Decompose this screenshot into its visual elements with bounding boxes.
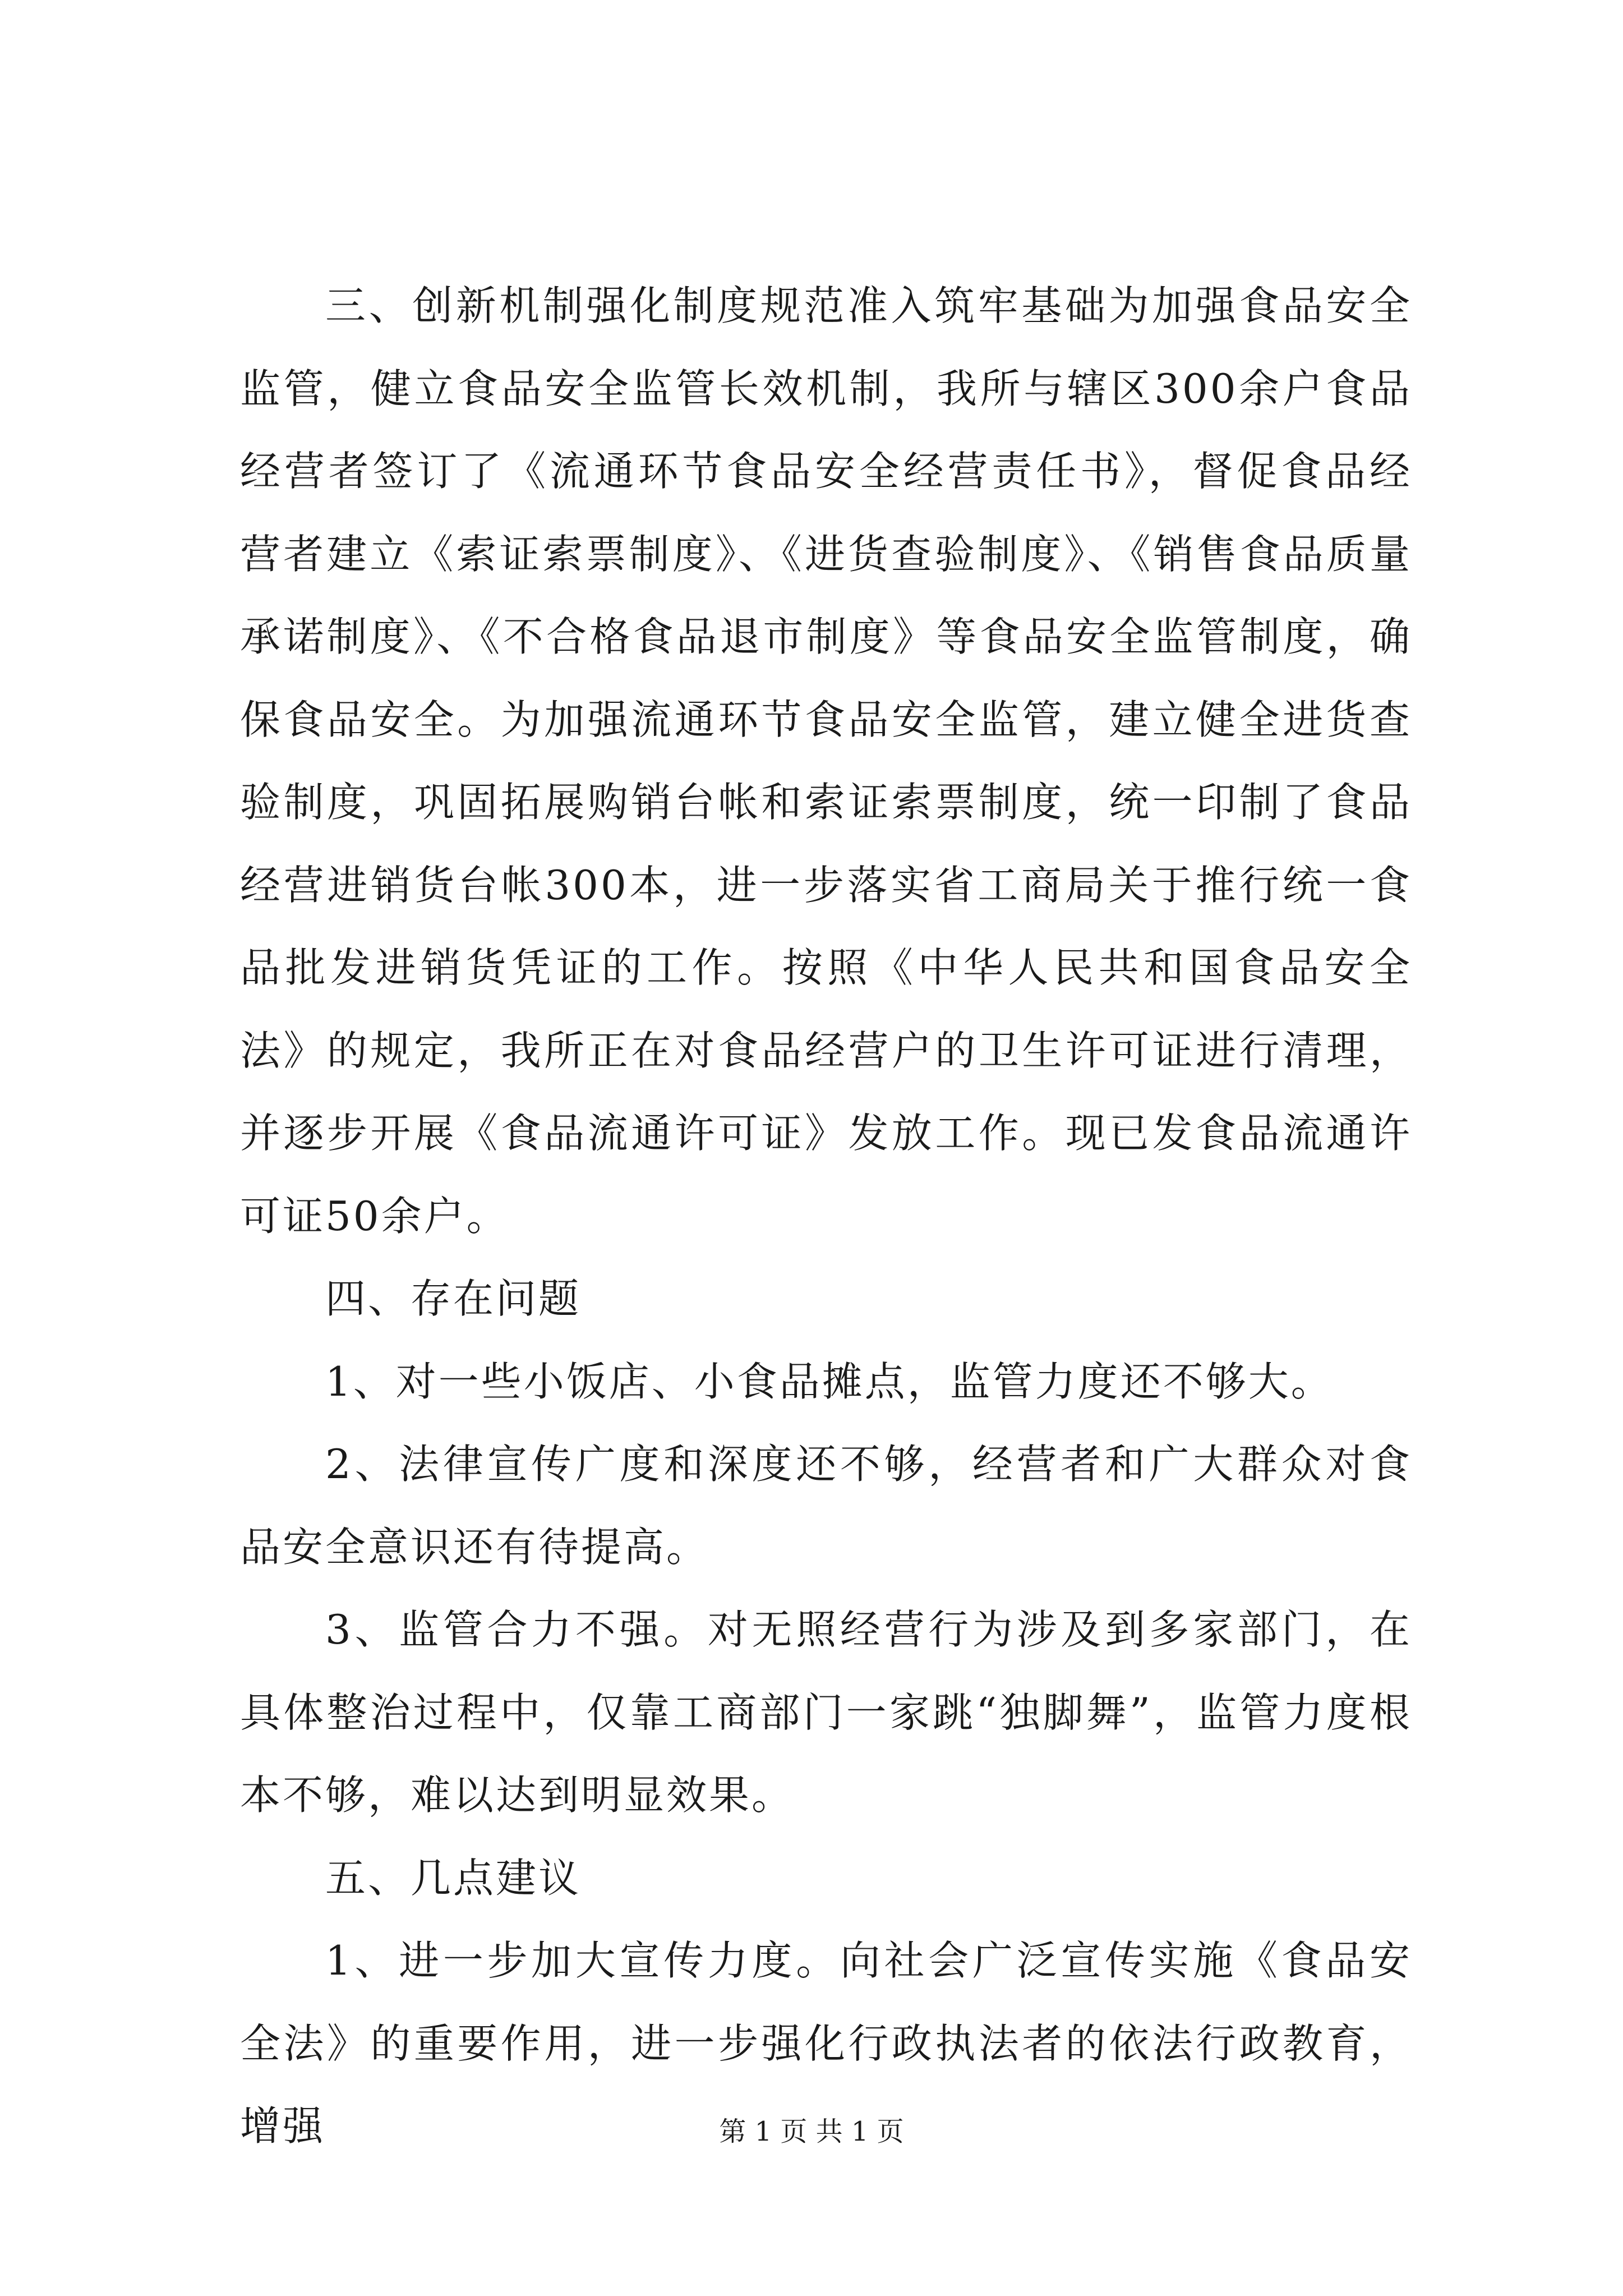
heading-suggestions: 五、几点建议: [325, 1854, 582, 1902]
heading-problems: 四、存在问题: [325, 1275, 582, 1322]
document-body: [240, 265, 1412, 2168]
problem-item-3: 3、监管合力不强。对无照经营行为涉及到多家部门，在具体整治过程中，仅靠工商部门一家跳“独脚舞”，监管力度根本不够，难以达到明显效果。: [240, 1606, 1412, 1819]
paragraph-mechanism: 三、创新机制强化制度规范准入筑牢基础为加强食品安全监管，健立食品安全监管长效机制，我所与辖区300余户食品经营者签订了《流通环节食品安全经营责任书》，督促食品经营者建立《索证索票制度》、《进货查验制度》、《销售食品质量承诺制度》、《不合格食品退市制度》等食品安全监管制度，确保食品安全。为加强流通环节食品安全监管，建立健全进货查验制度，巩固拓展购销台帐和索证索票制度，统一印制了食品经营进销货台帐300本，进一步落实省工商局关于推行统一食品批发进销货凭证的工作。按照《中华人民共和国食品安全法》的规定，我所正在对食品经营户的卫生许可证进行清理，并逐步开展《食品流通许可证》发放工作。现已发食品流通许可证50余户。: [240, 282, 1412, 1240]
suggestion-item-1: 1、进一步加大宣传力度。向社会广泛宣传实施《食品安全法》的重要作用，进一步强化行政执法者的依法行政教育，增强: [240, 1937, 1412, 2150]
problem-item-1: 1、对一些小饭店、小食品摊点，监管力度还不够大。: [325, 1358, 1334, 1405]
page-footer: 第 1 页 共 1 页: [719, 2116, 904, 2147]
problem-item-2: 2、法律宣传广度和深度还不够，经营者和广大群众对食品安全意识还有待提高。: [240, 1441, 1412, 1571]
